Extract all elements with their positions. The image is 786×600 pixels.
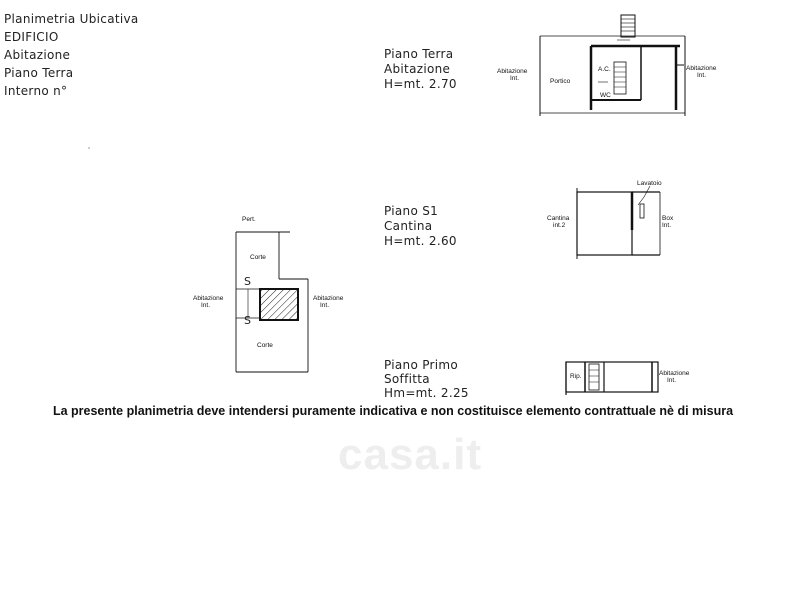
s1-label-lavatoio: Lavatoio bbox=[637, 180, 662, 187]
site-label-abitazione-right: Abitazione bbox=[313, 295, 344, 302]
s1-label-cantina: Cantina bbox=[547, 215, 570, 222]
site-label-int-right: Int. bbox=[320, 302, 330, 309]
header-line-4: Piano Terra bbox=[4, 66, 74, 80]
header-line-3: Abitazione bbox=[4, 48, 71, 62]
pt-label-int-left: Int. bbox=[510, 75, 520, 82]
header-line-5: Interno n° bbox=[4, 84, 68, 98]
site-label-abitazione-left: Abitazione bbox=[193, 295, 224, 302]
piano-s1-use: Cantina bbox=[384, 219, 433, 233]
piano-s1-plan bbox=[577, 186, 660, 259]
s1-label-box: Box bbox=[662, 215, 674, 222]
site-plan bbox=[236, 232, 308, 372]
piano-terra-plan bbox=[540, 15, 685, 116]
site-label-s-bottom: S bbox=[244, 314, 252, 327]
site-label-pert: Pert. bbox=[242, 216, 256, 223]
disclaimer-text: La presente planimetria deve intendersi puramente indicativa e non costituisce elemento contrattuale nè di misura bbox=[52, 404, 734, 418]
piano-primo-height: Hm=mt. 2.25 bbox=[384, 386, 469, 400]
casa-it-watermark: casa.it bbox=[338, 430, 482, 479]
pt-label-abitazione-left: Abitazione bbox=[497, 68, 528, 75]
piano-terra-use: Abitazione bbox=[384, 62, 451, 76]
pp-label-rip: Rip. bbox=[570, 373, 582, 380]
pt-label-wc: WC bbox=[600, 92, 611, 99]
piano-primo-title: Piano Primo bbox=[384, 358, 459, 372]
pp-label-int: Int. bbox=[667, 377, 677, 384]
piano-s1-title: Piano S1 bbox=[384, 204, 439, 218]
pt-label-portico: Portico bbox=[550, 78, 571, 85]
pt-label-ac: A.C. bbox=[598, 66, 611, 73]
piano-primo-use: Soffitta bbox=[384, 372, 430, 386]
s1-label-int: Int. bbox=[662, 222, 672, 229]
pt-label-int-right: Int. bbox=[697, 72, 707, 79]
piano-terra-title: Piano Terra bbox=[384, 47, 454, 61]
site-label-corte-top: Corte bbox=[250, 254, 266, 261]
piano-s1-height: H=mt. 2.60 bbox=[384, 234, 457, 248]
header-line-2: EDIFICIO bbox=[4, 30, 59, 44]
site-label-s-top: S bbox=[244, 275, 252, 288]
s1-label-int2: int.2 bbox=[553, 222, 566, 229]
header-line-1: Planimetria Ubicativa bbox=[4, 12, 139, 26]
pt-label-abitazione-right: Abitazione bbox=[686, 65, 717, 72]
site-label-int-left: Int. bbox=[201, 302, 211, 309]
site-label-corte-bottom: Corte bbox=[257, 342, 273, 349]
pp-label-abitazione: Abitazione bbox=[659, 370, 690, 377]
piano-terra-height: H=mt. 2.70 bbox=[384, 77, 457, 91]
stray-dot bbox=[88, 147, 89, 148]
